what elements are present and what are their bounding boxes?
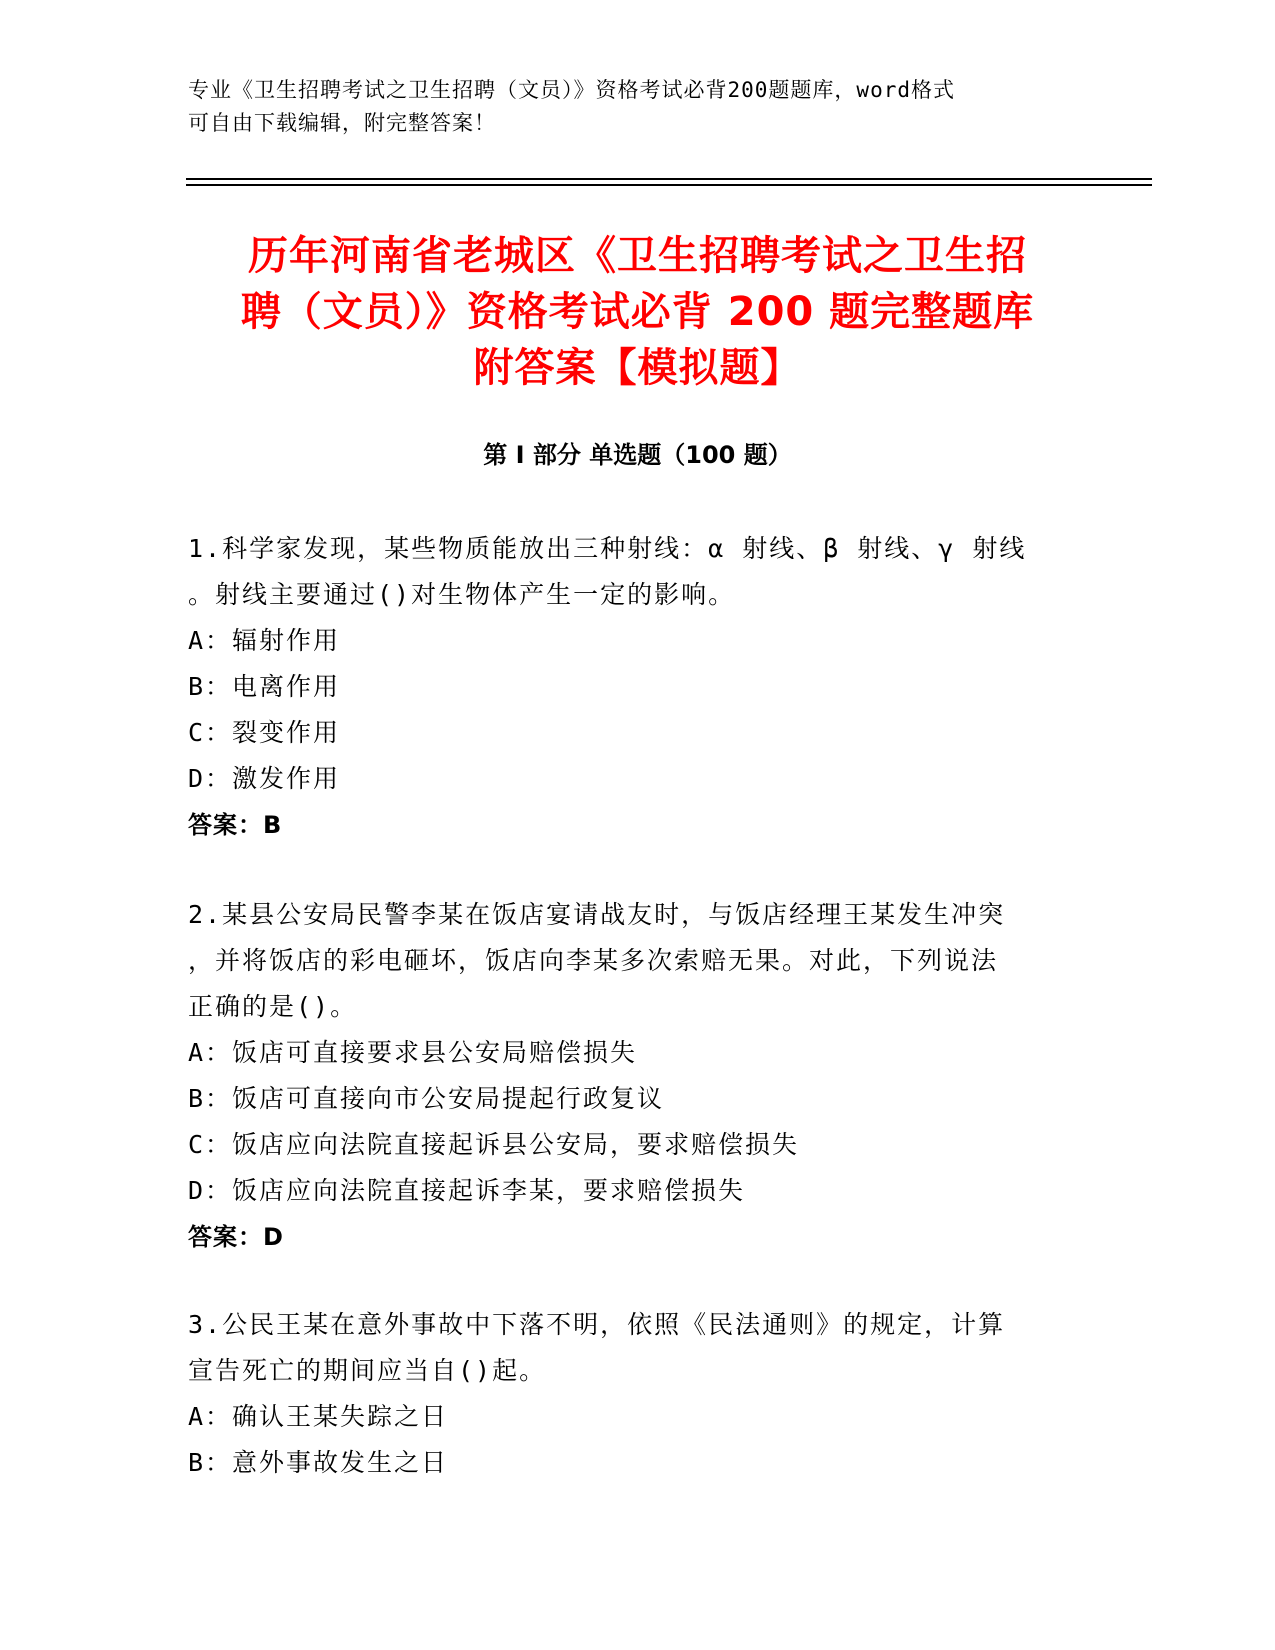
question-stem-line: 。射线主要通过()对生物体产生一定的影响。 xyxy=(188,580,736,609)
header-note xyxy=(188,74,1068,140)
document-title-line-2: 聘（文员）》资格考试必背 200 题完整题库 xyxy=(240,289,1035,335)
option-c: C：裂变作用 xyxy=(188,718,341,747)
question-2 xyxy=(188,892,1078,1260)
document-title xyxy=(190,228,1085,396)
section-title: 第 I 部分 单选题（100 题） xyxy=(483,441,792,469)
option-b: B：意外事故发生之日 xyxy=(188,1448,449,1477)
header-divider-bottom xyxy=(186,184,1152,186)
header-note-line-1: 专业《卫生招聘考试之卫生招聘（文员）》资格考试必背200题题库，word格式 xyxy=(188,78,955,102)
option-d: D：饭店应向法院直接起诉李某，要求赔偿损失 xyxy=(188,1176,746,1205)
question-stem-line: ，并将饭店的彩电砸坏，饭店向李某多次索赔无果。对此，下列说法 xyxy=(188,946,999,975)
question-1 xyxy=(188,526,1078,848)
question-stem-line: 1.科学家发现，某些物质能放出三种射线：α 射线、β 射线、γ 射线 xyxy=(188,534,1027,563)
question-stem-line: 3.公民王某在意外事故中下落不明，依照《民法通则》的规定，计算 xyxy=(188,1310,1006,1339)
option-b: B：电离作用 xyxy=(188,672,341,701)
question-stem-line: 正确的是()。 xyxy=(188,992,358,1021)
option-c: C：饭店应向法院直接起诉县公安局，要求赔偿损失 xyxy=(188,1130,800,1159)
answer: 答案：D xyxy=(188,1223,284,1251)
answer: 答案：B xyxy=(188,811,283,839)
document-title-line-3: 附答案【模拟题】 xyxy=(473,345,802,391)
option-a: A：确认王某失踪之日 xyxy=(188,1402,449,1431)
option-a: A：辐射作用 xyxy=(188,626,341,655)
question-stem-line: 宣告死亡的期间应当自()起。 xyxy=(188,1356,547,1385)
document-title-line-1: 历年河南省老城区《卫生招聘考试之卫生招 xyxy=(248,233,1027,279)
header-divider-top xyxy=(186,178,1152,180)
question-3 xyxy=(188,1302,1078,1486)
option-d: D：激发作用 xyxy=(188,764,341,793)
option-a: A：饭店可直接要求县公安局赔偿损失 xyxy=(188,1038,638,1067)
question-stem-line: 2.某县公安局民警李某在饭店宴请战友时，与饭店经理王某发生冲突 xyxy=(188,900,1006,929)
header-note-line-2: 可自由下载编辑，附完整答案！ xyxy=(188,111,496,135)
option-b: B：饭店可直接向市公安局提起行政复议 xyxy=(188,1084,665,1113)
